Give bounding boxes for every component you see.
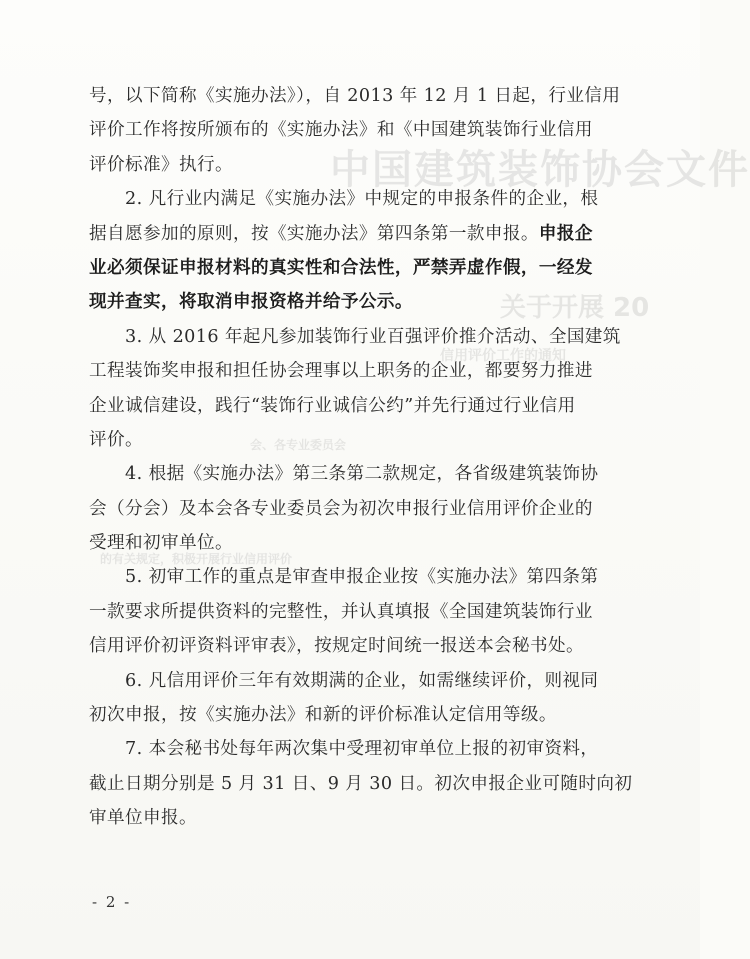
bleed-through-text: 的有关规定，积极开展行业信用评价 xyxy=(100,552,293,566)
text-line: 6. 凡信用评价三年有效期满的企业，如需继续评价，则视同 xyxy=(125,670,599,691)
text-line: 审单位申报。 xyxy=(89,808,197,829)
text-line: 号，以下简称《实施办法》），自 2013 年 12 月 1 日起，行业信用 xyxy=(89,86,621,106)
paragraph-item-7 xyxy=(89,732,633,835)
text-line: 评价工作将按所颁布的《实施办法》和《中国建筑装饰行业信用 xyxy=(89,120,593,141)
bleed-through-subheading: 信用评价工作的通知 xyxy=(440,348,566,364)
text-line: 一款要求所提供资料的完整性，并认真填报《全国建筑装饰行业 xyxy=(89,601,593,622)
paragraph-item-2 xyxy=(89,182,625,320)
paragraph-item-6 xyxy=(89,664,625,733)
bold-text-span: 申报企 xyxy=(538,222,593,244)
bleed-through-heading: 关于开展 20 xyxy=(500,293,650,323)
text-line: 3. 从 2016 年起凡参加装饰行业百强评价推介活动、全国建筑 xyxy=(125,326,621,347)
text-line: 初次申报，按《实施办法》和新的评价标准认定信用等级。 xyxy=(89,705,557,726)
bold-text-line: 业必须保证申报材料的真实性和合法性，严禁弄虚作假，一经发 xyxy=(89,256,593,278)
text-line: 评价标准》执行。 xyxy=(89,154,233,175)
text-line: 受理和初审单位。 xyxy=(89,533,233,554)
text-line xyxy=(89,217,625,251)
paragraph-item-5 xyxy=(89,560,625,663)
bleed-through-text: 会、各专业委员会 xyxy=(250,438,347,452)
text-line: 2. 凡行业内满足《实施办法》中规定的申报条件的企业，根 xyxy=(125,189,599,210)
text-line: 评价。 xyxy=(89,429,143,450)
bold-text-line: 现并查实，将取消申报资格并给予公示。 xyxy=(89,291,413,313)
bleed-through-title: 中国建筑装饰协会文件 xyxy=(330,147,750,193)
text-span: 据自愿参加的原则，按《实施办法》第四条第一款申报。 xyxy=(89,223,539,244)
page-number: - 2 - xyxy=(92,893,132,911)
text-line: 会（分会）及本会各专业委员会为初次申报行业信用评价企业的 xyxy=(89,498,593,519)
text-line: 工程装饰奖申报和担任协会理事以上职务的企业，都要努力推进 xyxy=(89,361,593,382)
paragraph-continuation xyxy=(89,79,625,182)
text-line: 企业诚信建设，践行“装饰行业诚信公约”并先行通过行业信用 xyxy=(89,395,576,416)
text-line: 信用评价初评资料评审表》，按规定时间统一报送本会秘书处。 xyxy=(89,636,585,657)
text-line: 7. 本会秘书处每年两次集中受理初审单位上报的初审资料， xyxy=(125,739,599,760)
paragraph-item-3 xyxy=(89,320,625,458)
paragraph-item-4 xyxy=(89,457,625,560)
text-line: 5. 初审工作的重点是审查申报企业按《实施办法》第四条第 xyxy=(125,567,599,588)
text-line: 4. 根据《实施办法》第三条第二款规定，各省级建筑装饰协 xyxy=(125,464,599,485)
text-line: 截止日期分别是 5 月 31 日、9 月 30 日。初次申报企业可随时向初 xyxy=(89,773,633,794)
document-body xyxy=(89,79,633,836)
